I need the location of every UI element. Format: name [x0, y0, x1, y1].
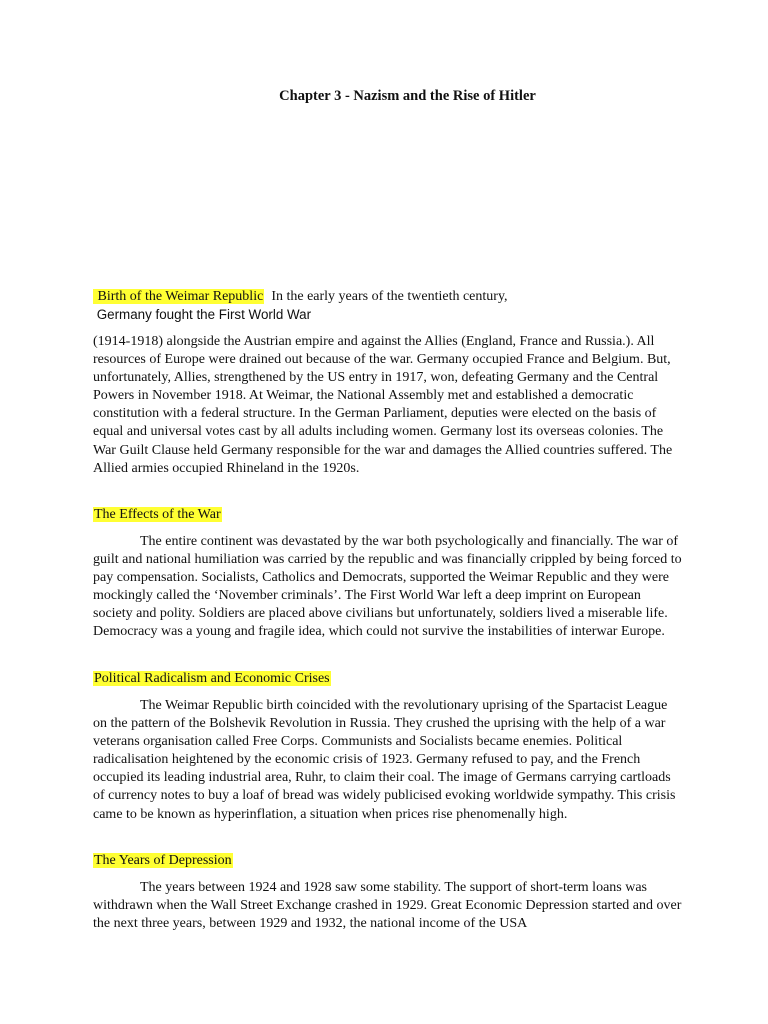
section-heading-text: The Effects of the War	[94, 507, 221, 522]
paragraph-text: (1914-1918) alongside the Austrian empire and against the Allies (England, France and Russia.). All resources of Europe were drained out because of the war. Germany occupied France and Belgium. But, unfortunately, Allies, strengthened by the US entry in 1917, won, defeating Germany and the Central Powers in November 1918. At Weimar, the National Assembly met and established a democratic constitution with a federal structure. In the German Parliament, deputies were elected on the basis of equal and universal votes cast by all adults including women. Germany lost its overseas colonies. The War Guilt Clause held Germany responsible for the war and damages the Allied countries suffered. The Allied armies occupied Rhineland in the 1920s.	[93, 334, 673, 476]
section-weimar-intro	[93, 288, 683, 306]
paragraph-text: The years between 1924 and 1928 saw some stability. The support of short-term loans was withdrawn when the Wall Street Exchange crashed in 1929. Great Economic Depression started and over the next three years, between 1929 and 1932, the national income of the USA	[93, 880, 682, 932]
paragraph-weimar	[93, 333, 683, 478]
paragraph-text: The Weimar Republic birth coincided with the revolutionary uprising of the Spartacist League on the pattern of the Bolshevik Revolution in Russia. They crushed the uprising with the help of a war veterans organisation called Free Corps. Communists and Socialists became enemies. Political radicalisation heightened by the economic crisis of 1923. Germany refused to pay, and the French occupied its leading industrial area, Ruhr, to claim their coal. The image of Germans carrying cartloads of currency notes to buy a loaf of bread was widely publicised evoking worldwide sympathy. This crisis came to be known as hyperinflation, a situation when prices rise phenomenally high.	[93, 698, 676, 822]
section-heading-weimar: Birth of the Weimar Republic	[94, 289, 264, 304]
page-title	[0, 87, 768, 105]
section-lead-text: In the early years of the twentieth century,	[264, 289, 508, 304]
section-heading-text: The Years of Depression	[94, 853, 232, 868]
paragraph-effects	[93, 533, 683, 642]
paragraph-text: The entire continent was devastated by the war both psychologically and financially. The war of guilt and national humiliation was carried by the republic and was financially crippled by being forced to pay compensation. Socialists, Catholics and Democrats, supported the Weimar Republic and they were mockingly called the ‘November criminals’. The First World War left a deep imprint on European society and polity. Soldiers are placed above civilians but unfortunately, soldiers lived a miserable life. Democracy was a young and fragile idea, which could not survive the instabilities of interwar Europe.	[93, 534, 682, 640]
section-heading-depression	[93, 852, 233, 870]
paragraph-depression	[93, 879, 683, 933]
page-title-text: Chapter 3 - Nazism and the Rise of Hitler	[279, 88, 536, 104]
section-heading-text: Political Radicalism and Economic Crises	[94, 671, 330, 686]
paragraph-radicalism	[93, 697, 683, 824]
section-heading-radicalism	[93, 670, 331, 688]
section-heading-effects	[93, 506, 222, 524]
section-lead-text-2: Germany fought the First World War	[93, 307, 312, 322]
